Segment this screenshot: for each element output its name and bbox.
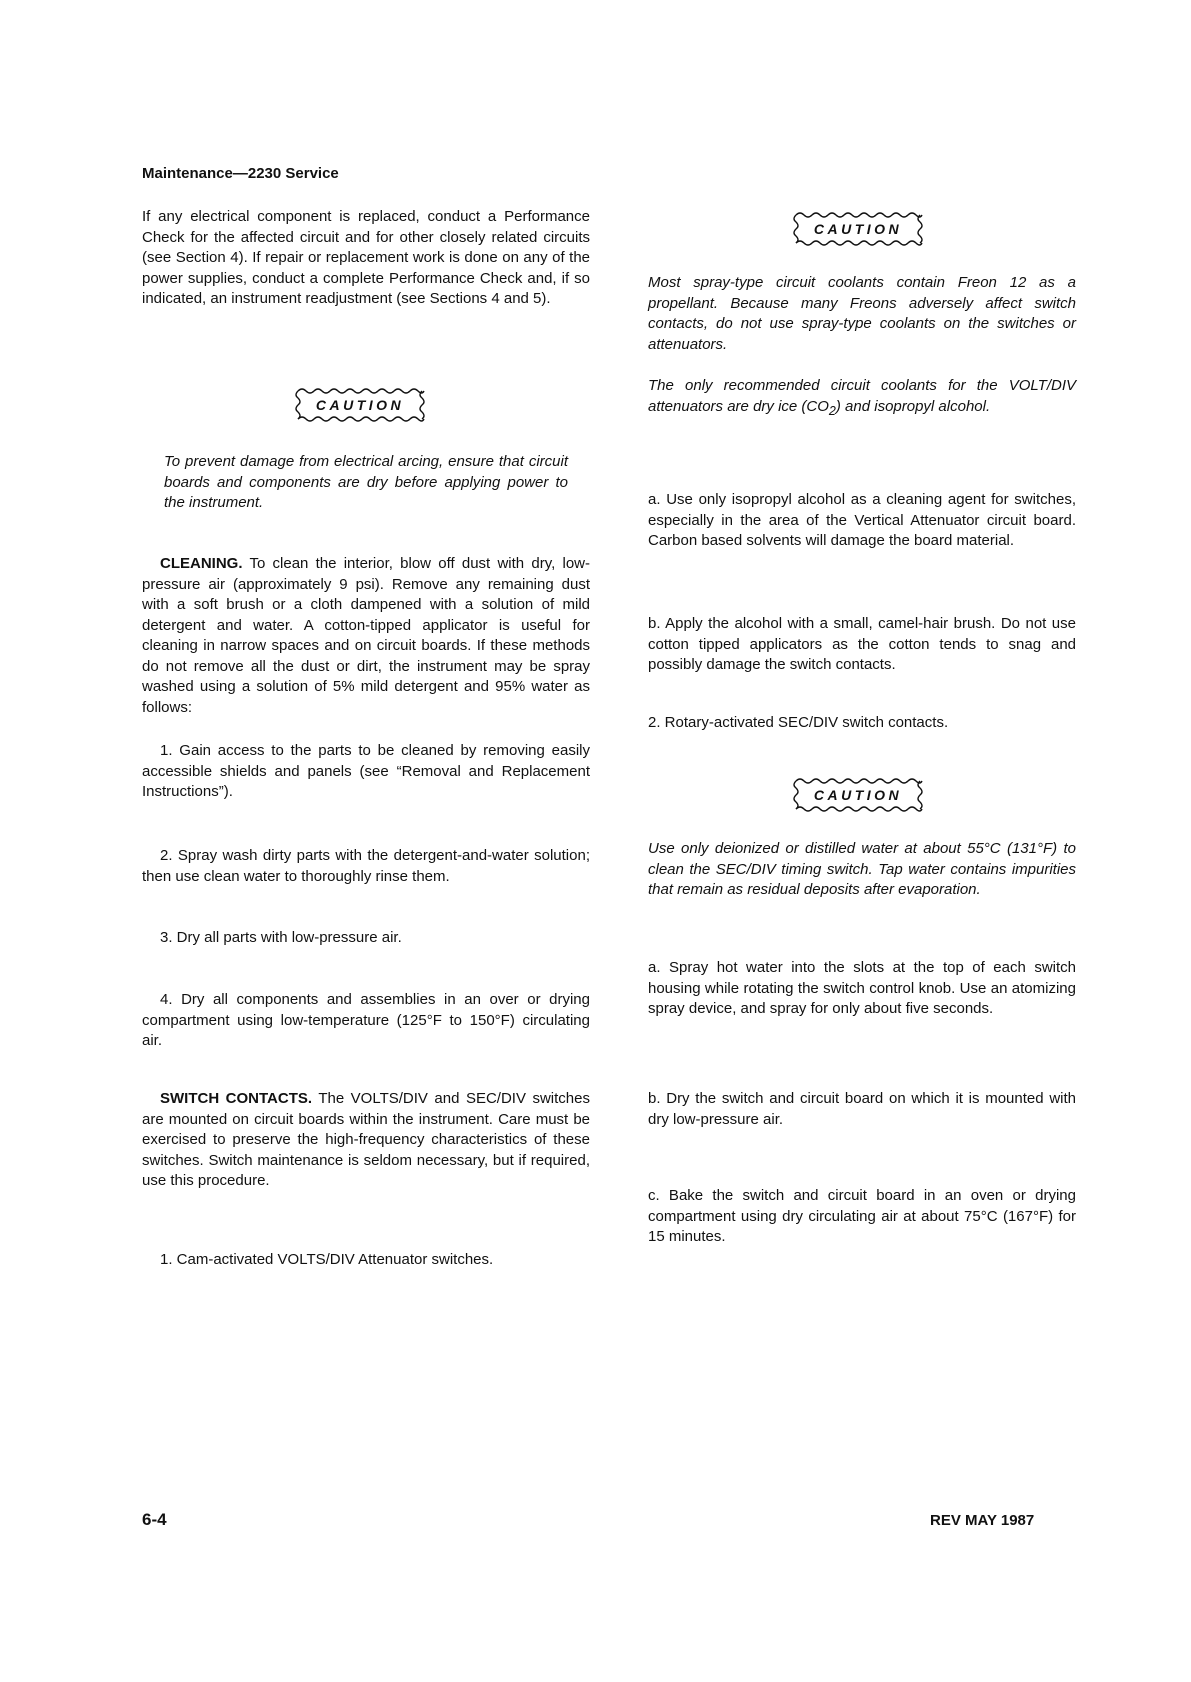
co2-subscript: 2 [828,403,836,418]
caution-banner-right-1 [790,211,926,247]
switch-step-b1: b. Apply the alcohol with a small, camel-hair brush. Do not use cotton tipped applicators as the cotton tends to snag and possibly damage the switch contacts. [648,615,1076,673]
coolant-text-a: The only recommended circuit coolants for the VOLT/DIV attenuators are dry ice (CO [648,377,1076,415]
switch-step-a1: a. Use only isopropyl alcohol as a cleaning agent for switches, especially in the area of the Vertical Attenuator circuit board. Carbon based solvents will damage the board material. [648,491,1076,549]
caution-text-left: To prevent damage from electrical arcing, ensure that circuit boards and components are dry before applying power to the instrument. [164,453,568,511]
page-header: Maintenance—2230 Service [142,165,339,182]
cleaning-heading: CLEANING. [160,555,243,572]
revision-date: REV MAY 1987 [930,1512,1035,1529]
caution-banner-right-2 [790,777,926,813]
intro-paragraph: If any electrical component is replaced, conduct a Performance Check for the affected circuit and for other closely related circuits (see Section 4). If repair or replacement work is done on any of the power supplies, conduct a complete Performance Check and, if so indicated, an instrument readjustment (see Sections 4 and 5). [142,208,590,307]
cleaning-step-1: 1. Gain access to the parts to be cleaned by removing easily accessible shields and panels (see “Removal and Replacement Instructions”). [142,742,590,800]
caution-label: CAUTION [315,397,405,413]
switch-contacts-heading: SWITCH CONTACTS. [160,1090,313,1107]
coolant-text-b: ) and isopropyl alcohol. [835,397,991,415]
caution-label: CAUTION [813,221,903,237]
caution-text-right-1: Most spray-type circuit coolants contain Freon 12 as a propellant. Because many Freons adversely affect switch contacts, do not use spray-type coolants on the switches or attenuators. [648,274,1076,353]
page-number: 6-4 [142,1510,167,1529]
cleaning-text: To clean the interior, blow off dust with dry, low-pressure air (approximately 9 psi). Remove any remaining dust with a soft brush or a cloth dampened with a solution of mild detergent and water. A cotton-tipped applicator is useful for cleaning in narrow spaces and on circuit boards. If these methods do not remove all the dust or dirt, the instrument may be spray washed using a solution of 5% mild detergent and 95% water as follows: [142,555,590,716]
switch-step-1: 1. Cam-activated VOLTS/DIV Attenuator switches. [160,1251,494,1268]
cleaning-step-3: 3. Dry all parts with low-pressure air. [160,929,402,946]
switch-step-2: 2. Rotary-activated SEC/DIV switch contacts. [648,714,949,731]
caution-label: CAUTION [813,787,903,803]
cleaning-paragraph [142,554,590,718]
cleaning-step-2: 2. Spray wash dirty parts with the detergent-and-water solution; then use clean water to thoroughly rinse them. [142,847,590,885]
caution-text-right-1b [648,376,1076,421]
caution-banner-left [292,387,428,423]
cleaning-step-4: 4. Dry all components and assemblies in an over or drying compartment using low-temperature (125°F to 150°F) circulating air. [142,991,590,1049]
water-step-b: b. Dry the switch and circuit board on which it is mounted with dry low-pressure air. [648,1090,1076,1128]
switch-contacts-text: The VOLTS/DIV and SEC/DIV switches are mounted on circuit boards within the instrument. Care must be exercised to preserve the high-frequency characteristics of these switches. Switch maintenance is seldom necessary, but if required, use this procedure. [142,1090,590,1189]
switch-contacts-paragraph [142,1089,590,1192]
water-step-a: a. Spray hot water into the slots at the top of each switch housing while rotating the switch control knob. Use an atomizing spray device, and spray for only about five seconds. [648,959,1076,1017]
water-step-c: c. Bake the switch and circuit board in an oven or drying compartment using dry circulating air at about 75°C (167°F) for 15 minutes. [648,1187,1076,1245]
caution-text-right-2: Use only deionized or distilled water at about 55°C (131°F) to clean the SEC/DIV timing switch. Tap water contains impurities that remain as residual deposits after evaporation. [648,840,1076,898]
